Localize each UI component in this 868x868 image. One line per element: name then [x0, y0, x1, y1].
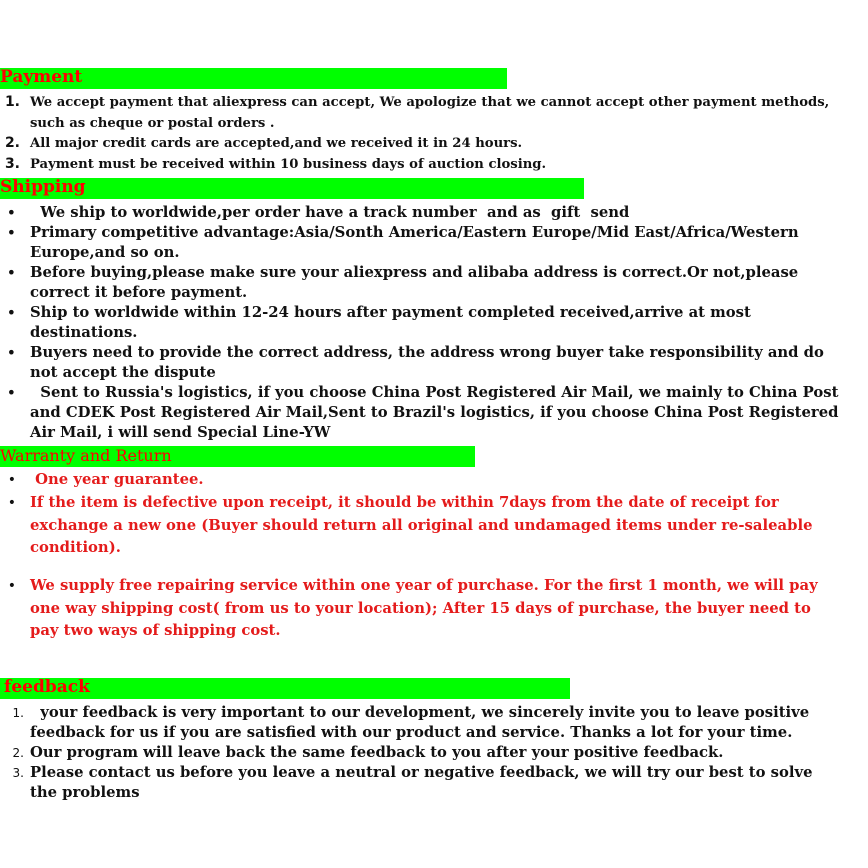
- list-line: Before buying,please make sure your aliexpress and alibaba address is correct.Or not,please: [30, 264, 799, 281]
- list-line: feedback for us if you are satisfied with our product and service. Thanks a lot for your time.: [30, 724, 793, 741]
- bullet-icon: •: [6, 203, 16, 222]
- list-line: We ship to worldwide,per order have a track number and as gift send: [30, 204, 630, 221]
- payment-header: [0, 68, 507, 89]
- list-line: Payment must be received within 10 business days of auction closing.: [30, 157, 547, 172]
- list-line: Air Mail, i will send Special Line-YW: [30, 424, 331, 441]
- list-line: one way shipping cost( from us to your location); After 15 days of purchase, the buyer need to: [30, 599, 811, 617]
- bullet-icon: •: [7, 578, 16, 594]
- bullet-icon: •: [6, 263, 16, 282]
- shipping-header: [0, 178, 584, 199]
- list-line: such as cheque or postal orders .: [30, 116, 275, 131]
- list-line: Buyers need to provide the correct address, the address wrong buyer take responsibility and do: [30, 344, 824, 361]
- warranty-header: [0, 446, 475, 467]
- list-line: We accept payment that aliexpress can accept, We apologize that we cannot accept other payment methods,: [30, 95, 830, 110]
- list-line: correct it before payment.: [30, 284, 248, 301]
- list-line: Ship to worldwide within 12-24 hours after payment completed received,arrive at most: [30, 304, 751, 321]
- list-line: Primary competitive advantage:Asia/Sonth America/Eastern Europe/Mid East/Africa/Western: [30, 224, 799, 241]
- bullet-icon: •: [7, 495, 16, 511]
- feedback-title: feedback: [4, 677, 90, 697]
- list-line: All major credit cards are accepted,and we received it in 24 hours.: [30, 136, 523, 151]
- list-line: the problems: [30, 784, 140, 801]
- list-line: destinations.: [30, 324, 138, 341]
- list-line: Europe,and so on.: [30, 244, 180, 261]
- payment-title: Payment: [0, 67, 83, 87]
- list-line: exchange a new one (Buyer should return all original and undamaged items under re-saleable: [30, 516, 813, 534]
- bullet-icon: •: [6, 343, 16, 362]
- list-line: and CDEK Post Registered Air Mail,Sent to Brazil's logistics, if you choose China Post Registered: [30, 404, 839, 421]
- list-marker: 3.: [12, 766, 24, 780]
- list-marker: 1.: [12, 706, 24, 720]
- feedback-header: [0, 678, 570, 699]
- list-line: your feedback is very important to our development, we sincerely invite you to leave positive: [30, 704, 810, 721]
- list-line: One year guarantee.: [30, 471, 204, 488]
- list-marker: 3.: [4, 156, 20, 172]
- list-line: not accept the dispute: [30, 364, 216, 381]
- warranty-title: Warranty and Return: [0, 446, 172, 465]
- list-line: If the item is defective upon receipt, it should be within 7days from the date of receipt for: [30, 494, 779, 511]
- bullet-icon: •: [6, 223, 16, 242]
- list-line: Our program will leave back the same feedback to you after your positive feedback.: [30, 744, 724, 761]
- bullet-icon: •: [7, 472, 16, 488]
- list-line: Please contact us before you leave a neutral or negative feedback, we will try our best to solve: [30, 764, 813, 781]
- list-line: pay two ways of shipping cost.: [30, 622, 281, 639]
- bullet-icon: •: [6, 303, 16, 322]
- list-line: condition).: [30, 539, 121, 556]
- list-marker: 2.: [4, 135, 20, 151]
- list-marker: 1.: [4, 94, 20, 110]
- list-line: We supply free repairing service within one year of purchase. For the first 1 month, we will pay: [30, 577, 818, 594]
- bullet-icon: •: [6, 383, 16, 402]
- shipping-title: Shipping: [0, 177, 86, 197]
- list-marker: 2.: [12, 746, 24, 760]
- list-line: Sent to Russia's logistics, if you choose China Post Registered Air Mail, we mainly to China Post: [30, 384, 839, 401]
